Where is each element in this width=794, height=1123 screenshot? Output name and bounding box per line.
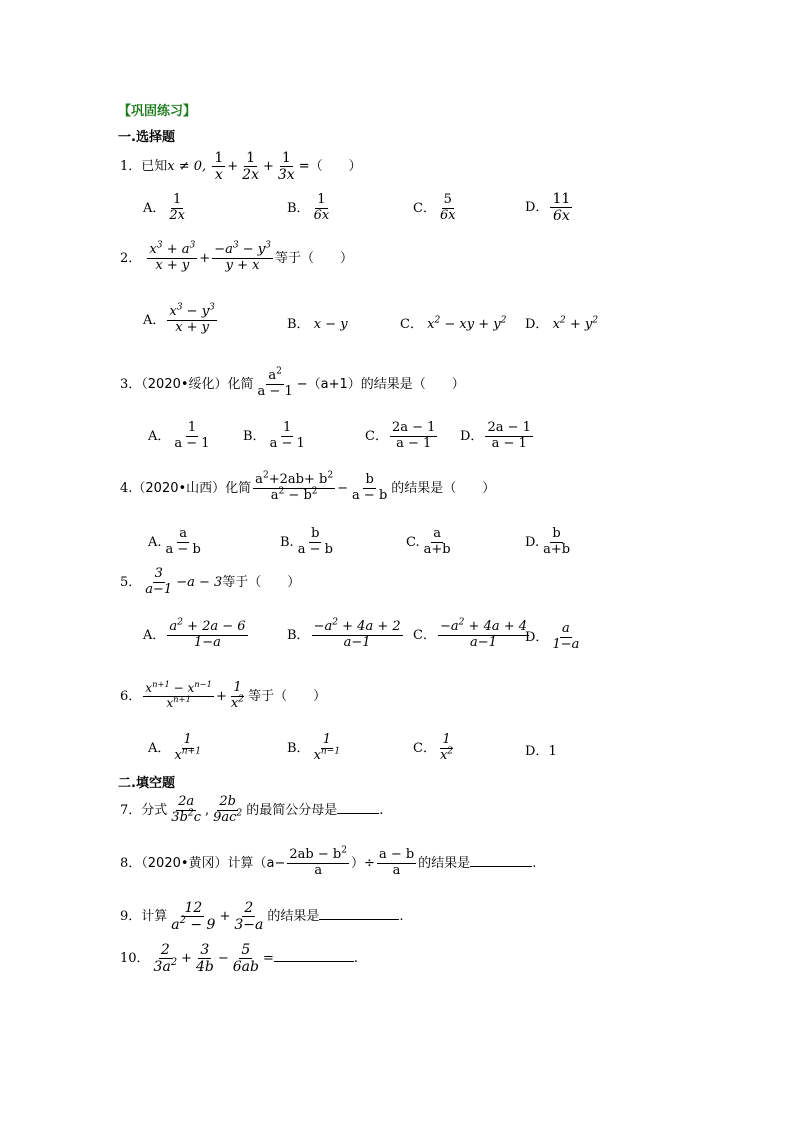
question-10: 10． $\frac{2}{3a^2}$ + $\frac{3}{4b}$ − $\frac{5}{6ab}$ = . [120, 942, 358, 976]
question-4: 4.（2020•山西）化简 $\frac{a^2+2ab+ b^2}{a^2 - b^2}$ − $\frac{b}{a - b}$ 的结果是（ ） [120, 470, 496, 503]
fraction: $\frac{1}{2x}$ [242, 150, 259, 184]
answer-blank[interactable] [319, 919, 399, 920]
q1-option-d: D． $\frac{11}{6x}$ [525, 191, 571, 225]
stem-text: 已知 [141, 159, 168, 175]
fraction: $\frac{12}{a^2 - 9}$ [171, 900, 216, 934]
fraction: $\frac{a^2}{a - 1}$ [257, 366, 293, 399]
fraction: $\frac{1}{x}$ [214, 150, 224, 184]
q6-option-d: D．1 [525, 744, 557, 759]
q4-option-b: B. $\frac{b}{a - b}$ [280, 526, 333, 557]
q2-option-d: D． $x^2 + y^2$ [525, 315, 599, 332]
fraction: $\frac{a - b}{a}$ [378, 847, 415, 878]
fraction: $\frac{1}{x^2}$ [230, 680, 245, 711]
fraction: $\frac{2b}{9ac^2}$ [213, 794, 243, 825]
q4-option-c: C. $\frac{a}{a+b}$ [406, 526, 451, 557]
fraction: $\frac{-a^3 - y^3}{y + x}$ [214, 240, 271, 273]
question-1: 1．已知x ≠ 0, $\frac{1}{x}$ + $\frac{1}{2x}$ + $\frac{1}{3x}$ =（ ） [120, 150, 362, 184]
question-2: 2． $\frac{x^3 + a^3}{x + y}$ + $\frac{-a^3 - y^3}{y + x}$ 等于（ ） [120, 240, 353, 273]
section-choice-heading: 一.选择题 [118, 130, 175, 145]
question-7: 7．分式 $\frac{2a}{3b^2c}$ , $\frac{2b}{9ac^2}$ 的最简公分母是 . [120, 794, 384, 825]
q4-option-a: A. $\frac{a}{a - b}$ [148, 526, 201, 557]
fraction: $\frac{5}{6ab}$ [232, 942, 259, 976]
fraction: $\frac{3}{4b}$ [195, 942, 214, 976]
question-5: 5． $\frac{3}{a-1}$ −a − 3等于（ ） [120, 566, 301, 597]
q5-option-d: D． $\frac{a}{1-a}$ [525, 621, 580, 652]
exercise-title: 【巩固练习】 [118, 104, 197, 119]
question-6: 6． $\frac{x^{n+1} - x^{n-1}}{x^{n+1}}$ + $\frac{1}{x^2}$ 等于（ ） [120, 679, 327, 711]
fraction: $\frac{b}{a - b}$ [352, 472, 388, 503]
q5-option-b: B． $\frac{-a^2 + 4a + 2}{a-1}$ [287, 617, 401, 650]
q3-option-c: C． $\frac{2a - 1}{a - 1}$ [365, 420, 436, 451]
q3-option-d: D． $\frac{2a - 1}{a - 1}$ [460, 420, 531, 451]
fraction: $\frac{2}{3-a}$ [234, 900, 264, 934]
answer-blank[interactable] [337, 813, 379, 814]
answer-blank[interactable] [470, 866, 532, 867]
q6-option-c: C． $\frac{1}{x^2}$ [413, 732, 454, 763]
answer-blank[interactable] [274, 961, 354, 962]
q2-option-a: A． $\frac{x^3 - y^3}{x + y}$ [143, 302, 215, 335]
fraction: $\frac{2ab - b^2}{a}$ [289, 845, 348, 878]
fraction: $\frac{3}{a-1}$ [145, 566, 173, 597]
q6-option-a: A． $\frac{1}{x^{n+1}}$ [148, 732, 201, 763]
q3-option-b: B． $\frac{1}{a - 1}$ [243, 420, 305, 451]
q5-option-c: C． $\frac{-a^2 + 4a + 4}{a-1}$ [413, 617, 528, 650]
fraction: $\frac{2}{3a^2}$ [153, 942, 178, 976]
question-number: 1． [120, 159, 142, 175]
fraction: $\frac{x^{n+1} - x^{n-1}}{x^{n+1}}$ [145, 679, 213, 710]
fraction: $\frac{2a}{3b^2c}$ [171, 794, 201, 825]
q5-option-a: A． $\frac{a^2 + 2a - 6}{1-a}$ [143, 617, 246, 650]
fraction: $\frac{a^2+2ab+ b^2}{a^2 - b^2}$ [255, 470, 334, 503]
stem-tail: =（ ） [298, 159, 362, 175]
q6-option-b: B． $\frac{1}{x^{n-1}}$ [287, 732, 341, 763]
fraction: $\frac{x^3 + a^3}{x + y}$ [149, 240, 196, 273]
q1-option-b: B． $\frac{1}{6x}$ [287, 192, 330, 223]
question-8: 8．（2020•黄冈）计算（a− $\frac{2ab - b^2}{a}$ ）÷ $\frac{a - b}{a}$ 的结果是 . [120, 845, 537, 878]
q1-option-c: C． $\frac{5}{6x}$ [413, 192, 456, 223]
q4-option-d: D. $\frac{b}{a+b}$ [525, 526, 571, 557]
q3-option-a: A． $\frac{1}{a - 1}$ [148, 420, 210, 451]
condition: x ≠ 0, [167, 159, 207, 175]
fraction: $\frac{1}{3x}$ [277, 150, 295, 184]
question-9: 9．计算 $\frac{12}{a^2 - 9}$ + $\frac{2}{3-a}$ 的结果是 . [120, 900, 404, 934]
section-fill-heading: 二.填空题 [118, 776, 175, 791]
q2-option-c: C． $x^2$ − xy + $y^2$ [400, 315, 507, 332]
question-3: 3．（2020•绥化）化简 $\frac{a^2}{a - 1}$ −（a+1）的结果是（ ） [120, 366, 465, 399]
q1-option-a: A． $\frac{1}{2x}$ [143, 192, 185, 223]
q2-option-b: B． x − y [287, 317, 348, 332]
